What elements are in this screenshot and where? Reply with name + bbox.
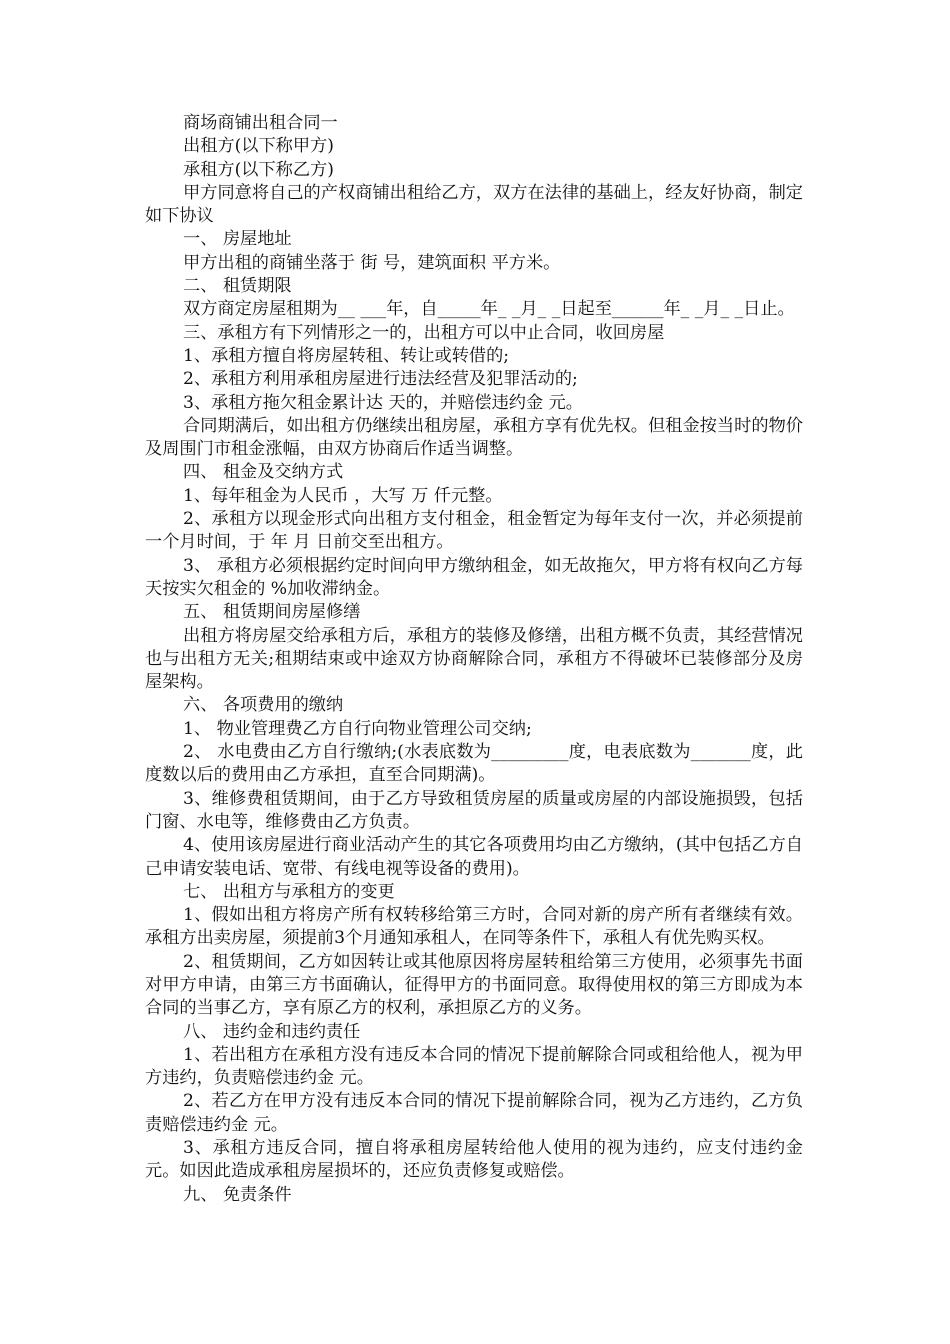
paragraph: 2、租赁期间，乙方如因转让或其他原因将房屋转租给第三方使用，必须事先书面对甲方申请，由第三方书面确认，征得甲方的书面同意。取得使用权的第三方即成为本合同的当事乙方，享有原乙方的权利，承担原乙方的义务。: [145, 951, 803, 1019]
paragraph: 3、承租方拖欠租金累计达 天的，并赔偿违约金 元。: [183, 392, 583, 413]
paragraph: 出租方将房屋交给承租方后，承租方的装修及修缮，出租方概不负责，其经营情况也与出租方无关;租期结束或中途双方协商解除合同，承租方不得破坏已装修部分及房屋架构。: [145, 625, 803, 693]
preamble: 甲方同意将自己的产权商铺出租给乙方，双方在法律的基础上，经友好协商，制定如下协议: [145, 182, 803, 227]
section-heading-5: 五、 租赁期间房屋修缮: [183, 602, 361, 623]
paragraph: 2、若乙方在甲方没有违反本合同的情况下提前解除合同，视为乙方违约，乙方负责赔偿违约金 元。: [145, 1091, 803, 1135]
section-heading-2: 二、 租赁期限: [183, 276, 292, 297]
paragraph: 合同期满后，如出租方仍继续出租房屋，承租方享有优先权。但租金按当时的物价及周围门市租金涨幅，由双方协商后作适当调整。: [145, 415, 803, 460]
party-lessee: 承租方(以下称乙方): [183, 159, 334, 180]
paragraph: 2、承租方以现金形式向出租方支付租金，租金暂定为每年支付一次，并必须提前一个月时间，于 年 月 日前交至出租方。: [145, 509, 803, 553]
section-heading-3: 三、承租方有下列情形之一的，出租方可以中止合同，收回房屋: [183, 322, 665, 343]
section-heading-4: 四、 租金及交纳方式: [183, 462, 344, 483]
paragraph: 2、 水电费由乙方自行缴纳;(水表底数为_________度，电表底数为_______度，此度数以后的费用由乙方承担，直至合同期满)。: [145, 742, 803, 786]
paragraph: 2、承租方利用承租房屋进行违法经营及犯罪活动的;: [183, 369, 578, 390]
paragraph: 1、承租方擅自将房屋转租、转让或转借的;: [183, 345, 510, 366]
paragraph: 3、承租方违反合同，擅自将承租房屋转给他人使用的视为违约，应支付违约金 元。如因此造成承租房屋损坏的，还应负责修复或赔偿。: [145, 1138, 809, 1182]
paragraph: 1、若出租方在承租方没有违反本合同的情况下提前解除合同或租给他人，视为甲方违约，负责赔偿违约金 元。: [145, 1044, 803, 1089]
section-heading-6: 六、 各项费用的缴纳: [183, 695, 344, 716]
paragraph: 1、每年租金为人民币 ，大写 万 仟元整。: [183, 485, 503, 506]
contract-page: [145, 112, 809, 1207]
paragraph: 3、维修费租赁期间，由于乙方导致租赁房屋的质量或房屋的内部设施损毁，包括门窗、水电等，维修费由乙方负责。: [145, 788, 803, 832]
party-lessor: 出租方(以下称甲方): [183, 136, 334, 157]
paragraph: 4、使用该房屋进行商业活动产生的其它各项费用均由乙方缴纳，(其中包括乙方自己申请安装电话、宽带、有线电视等设备的费用)。: [145, 835, 803, 879]
paragraph: 3、 承租方必须根据约定时间向甲方缴纳租金，如无故拖欠，甲方将有权向乙方每天按实欠租金的 %加收滞纳金。: [145, 555, 803, 599]
document-title: 商场商铺出租合同一: [183, 113, 338, 133]
section-heading-7: 七、 出租方与承租方的变更: [183, 881, 395, 902]
paragraph: 双方商定房屋租期为__ ___年，自_____年_ _月_ _日起至______年_ _月_ _日止。: [183, 299, 795, 320]
section-heading-8: 八、 违约金和违约责任: [183, 1021, 361, 1042]
section-heading-1: 一、 房屋地址: [183, 229, 292, 250]
section-heading-9: 九、 免责条件: [183, 1184, 292, 1205]
paragraph: 1、 物业管理费乙方自行向物业管理公司交纳;: [183, 718, 532, 739]
paragraph: 1、假如出租方将房产所有权转移给第三方时，合同对新的房产所有者继续有效。承租方出卖房屋，须提前3个月通知承租人，在同等条件下，承租人有优先购买权。: [145, 905, 803, 949]
paragraph: 甲方出租的商铺坐落于 街 号，建筑面积 平方米。: [183, 252, 561, 273]
